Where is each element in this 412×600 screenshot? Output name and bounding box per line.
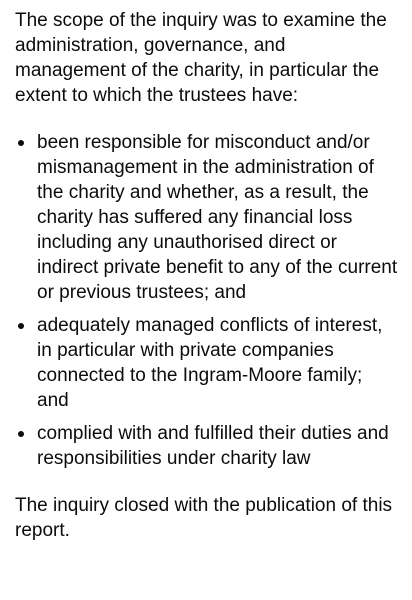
scope-bullet-list: [15, 130, 398, 471]
bullet-icon: [18, 140, 24, 146]
closing-paragraph: The inquiry closed with the publication of this report.: [15, 495, 393, 541]
list-item: [15, 130, 398, 305]
bullet-icon: [18, 323, 24, 329]
list-item-text: complied with and fulfilled their duties and responsibilities under charity law: [37, 423, 389, 469]
list-item-text: adequately managed conflicts of interest, in particular with private companies connected to the Ingram-Moore family; and: [37, 315, 383, 411]
list-item-text: been responsible for misconduct and/or mismanagement in the administration of the charity and whether, as a result, the charity has suffered any financial loss including any unauthorised direct or indirect private benefit to any of the current or previous trustees; and: [37, 132, 398, 303]
list-item: [15, 421, 398, 471]
list-item: [15, 313, 398, 413]
intro-paragraph: The scope of the inquiry was to examine the administration, governance, and management of the charity, in particular the extent to which the trustees have:: [15, 10, 387, 106]
bullet-icon: [18, 431, 24, 437]
